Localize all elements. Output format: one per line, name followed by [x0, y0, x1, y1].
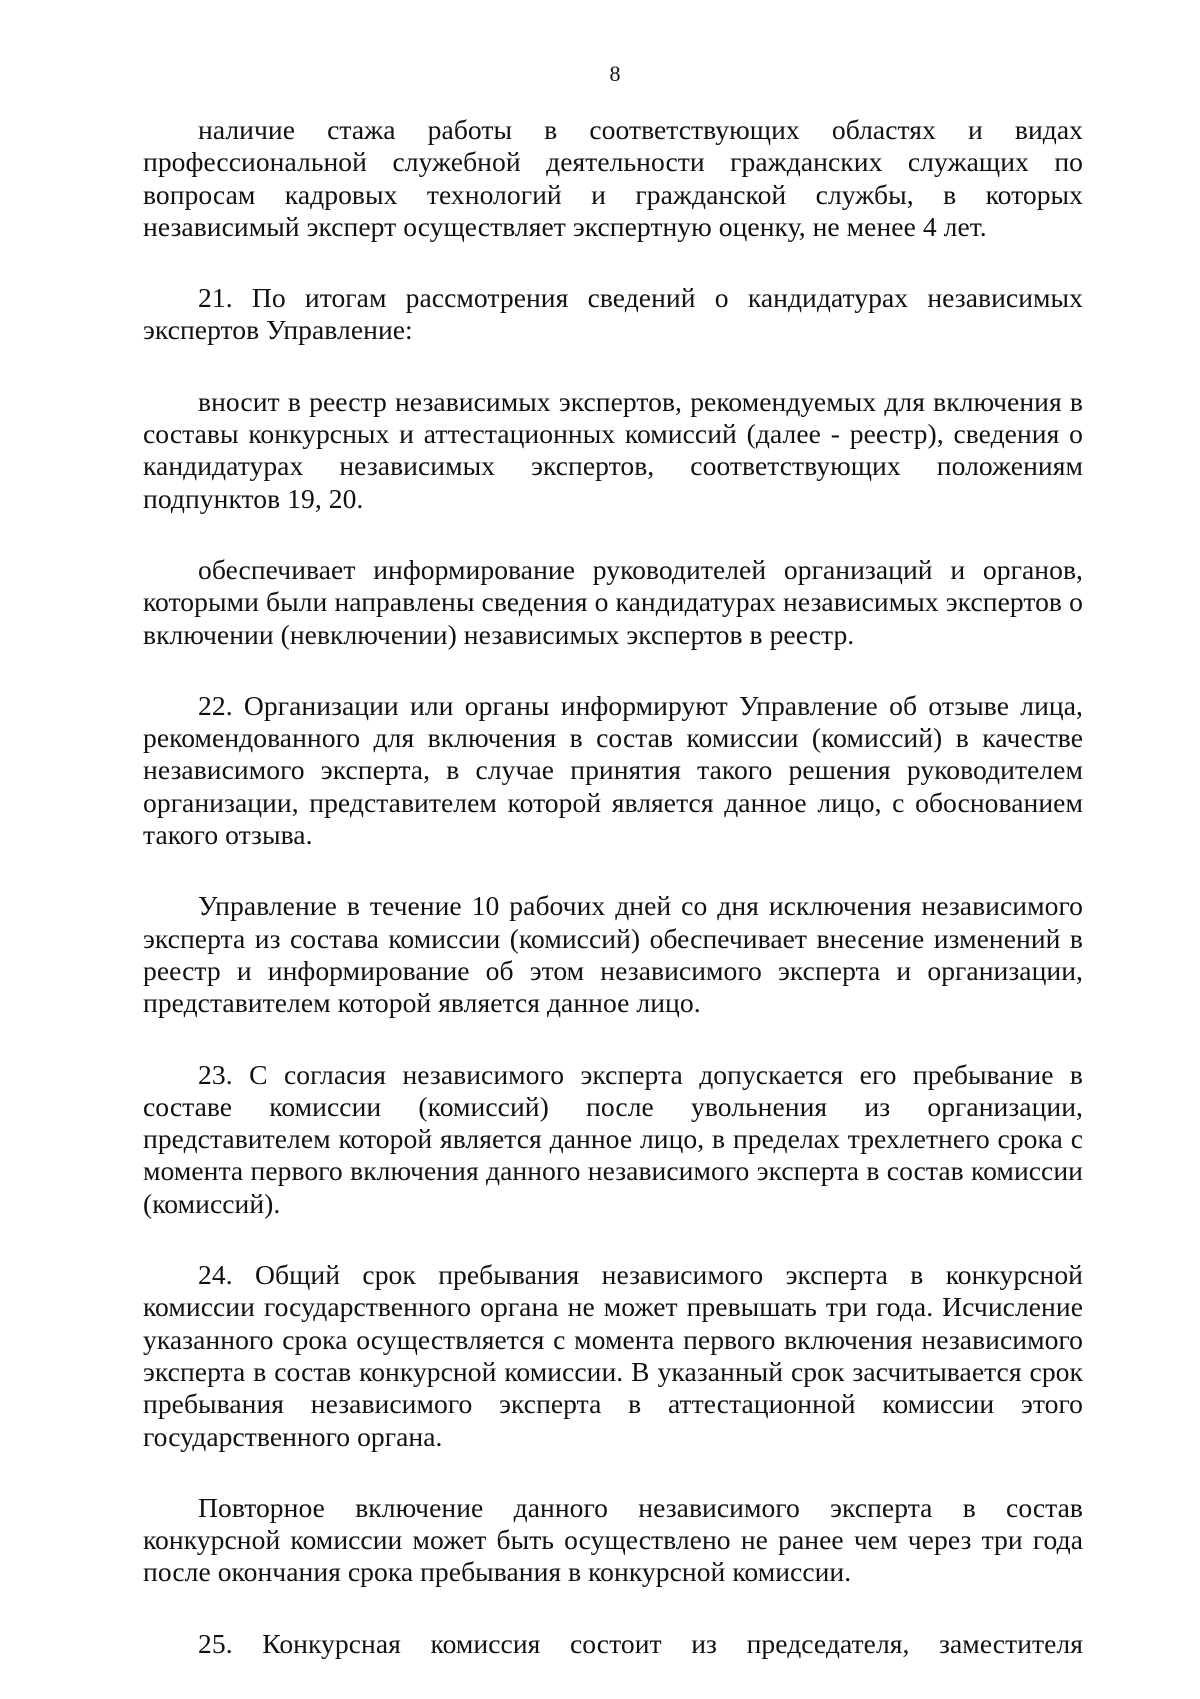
paragraph-experience-requirement: наличие стажа работы в соответствующих областях и видах профессиональной служебной деятельности гражданских служащих по вопросам кадровых технологий и гражданской службы, в которых независимый эксперт осуществляет экспертную оценку, не менее 4 лет.	[143, 114, 1083, 242]
paragraph-registry-changes: Управление в течение 10 рабочих дней со дня исключения независимого эксперта из состава комиссии (комиссий) обеспечивает внесение изменений в реестр и информирование об этом независимого эксперта и организации, представителем которой является данное лицо.	[143, 890, 1083, 1019]
paragraph-repeat-inclusion: Повторное включение данного независимого эксперта в состав конкурсной комиссии может быть осуществлено не ранее чем через три года после окончания срока пребывания в конкурсной комиссии.	[143, 1491, 1083, 1588]
paragraph-registry-entry: вносит в реестр независимых экспертов, рекомендуемых для включения в составы конкурсных и аттестационных комиссий (далее - реестр), сведения о кандидатурах независимых экспертов, соответствующих положениям подпунктов 19, 20.	[143, 385, 1083, 514]
paragraph-informing-heads: обеспечивает информирование руководителей организаций и органов, которыми были направлены сведения о кандидатурах независимых экспертов о включении (невключении) независимых экспертов в реестр.	[143, 553, 1083, 650]
paragraph-clause-22: 22. Организации или органы информируют Управление об отзыве лица, рекомендованного для включения в состав комиссии (комиссий) в качестве независимого эксперта, в случае принятия такого решения руководителем организации, представителем которой является данное лицо, с обоснованием такого отзыва.	[143, 689, 1083, 851]
paragraph-clause-21: 21. По итогам рассмотрения сведений о кандидатурах независимых экспертов Управление:	[143, 282, 1083, 346]
paragraph-clause-24: 24. Общий срок пребывания независимого эксперта в конкурсной комиссии государственного органа не может превышать три года. Исчисление указанного срока осуществляется с момента первого включения независимого эксперта в состав конкурсной комиссии. В указанный срок засчитывается срок пребывания независимого эксперта в аттестационной комиссии этого государственного органа.	[143, 1259, 1083, 1452]
document-body	[143, 114, 1083, 1699]
paragraph-clause-23: 23. С согласия независимого эксперта допускается его пребывание в составе комиссии (комиссий) после увольнения из организации, представителем которой является данное лицо, в пределах трехлетнего срока с момента первого включения данного независимого эксперта в состав комиссии (комиссий).	[143, 1058, 1083, 1219]
paragraph-clause-25: 25. Конкурсная комиссия состоит из председателя, заместителя	[198, 1627, 1083, 1659]
page-number: 8	[609, 61, 621, 86]
